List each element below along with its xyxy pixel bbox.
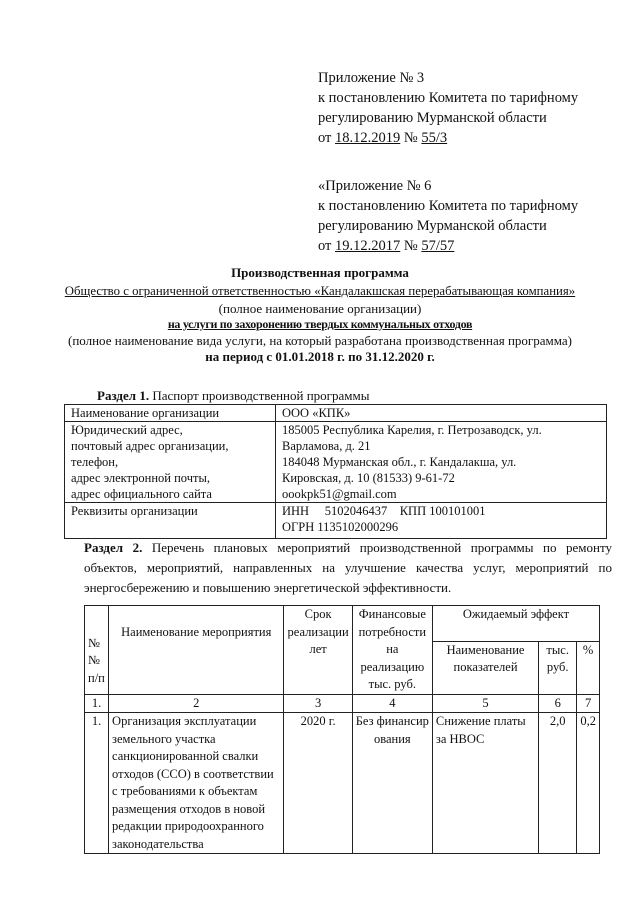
appendix-6-header (318, 176, 578, 256)
appendix-6-date: 19.12.2017 (335, 238, 401, 254)
header-thousand: тыс. руб. (539, 641, 577, 694)
header-num: №№ п/п (85, 606, 109, 695)
header-effect: Ожидаемый эффект (432, 606, 599, 642)
passport-label-cell: Реквизиты организации (65, 503, 276, 539)
service-name: на услуги по захоронению твердых коммунальных отходов (167, 317, 473, 331)
header-percent: % (577, 641, 600, 694)
appendix-3-line: к постановлению Комитета по тарифному (318, 90, 579, 106)
table-row (65, 422, 607, 503)
header-name: Наименование мероприятия (109, 606, 284, 695)
column-number-row (85, 694, 600, 713)
organization-caption: (полное наименование организации) (218, 301, 422, 316)
appendix-6-line: к постановлению Комитета по тарифному (318, 198, 579, 214)
row-percent: 0,2 (577, 713, 600, 854)
appendix-3-title: Приложение № 3 (318, 70, 425, 86)
passport-value-cell: ООО «КПК» (276, 405, 607, 422)
appendix-3-line: регулированию Мурманской области (318, 110, 547, 126)
appendix-6-number: 57/57 (421, 238, 455, 254)
table-row (85, 713, 600, 854)
row-finance: Без финансирования (352, 713, 432, 854)
col-number: 1. (85, 694, 109, 713)
appendix-6-title: «Приложение № 6 (318, 178, 432, 194)
plan-table (84, 605, 600, 854)
col-number: 3 (284, 694, 352, 713)
col-number: 6 (539, 694, 577, 713)
passport-label-cell: Наименование организации (65, 405, 276, 422)
appendix-3-header (318, 68, 578, 148)
passport-value-cell: ИНН 5102046437 КПП 100101001 ОГРН 1135102000296 (276, 503, 607, 539)
header-indicator: Наименование показателей (432, 641, 538, 694)
passport-value-cell: 185005 Республика Карелия, г. Петрозаводск, ул. Варламова, д. 21 184048 Мурманская обл., г. Кандалакша, ул. Кировская, д. 10 (81533) 9-61-72 oookpk51@gmail.com (276, 422, 607, 503)
header-term: Срок реализации лет (284, 606, 352, 695)
email-value: oookpk51@gmail.com (282, 487, 397, 501)
program-title: Производственная программа (231, 265, 409, 280)
section-1-heading: Раздел 1. Паспорт производственной программы (97, 388, 370, 403)
passport-table (64, 404, 607, 539)
service-caption: (полное наименование вида услуги, на который разработана производственная программа) (68, 333, 572, 348)
organization-name: Общество с ограниченной ответственностью «Кандалакшская перерабатывающая компания» (64, 284, 576, 298)
header-finance: Финансовые потребности на реализацию тыс. руб. (352, 606, 432, 695)
appendix-6-line: регулированию Мурманской области (318, 218, 547, 234)
col-number: 4 (352, 694, 432, 713)
table-row (65, 405, 607, 422)
row-indicator: Снижение платы за НВОС (432, 713, 538, 854)
program-period: на период с 01.01.2018 г. по 31.12.2020 г. (205, 349, 435, 364)
table-row (65, 503, 607, 539)
appendix-6-date-line: от 19.12.2017 № 57/57 (318, 238, 455, 254)
appendix-3-date-line: от 18.12.2019 № 55/3 (318, 130, 448, 146)
col-number: 2 (109, 694, 284, 713)
appendix-3-date: 18.12.2019 (335, 130, 401, 146)
row-name: Организация эксплуатации земельного участка санкционированной свалки отходов (ССО) в соответствии с требованиями к объектам размещения отходов в новой редакции природоохранного законодательства (109, 713, 284, 854)
row-thousand: 2,0 (539, 713, 577, 854)
passport-label-cell: Юридический адрес, почтовый адрес организации, телефон, адрес электронной почты, адрес официального сайта (65, 422, 276, 503)
table-header-row (85, 606, 600, 642)
col-number: 5 (432, 694, 538, 713)
section-2-paragraph: Раздел 2. Перечень плановых мероприятий производственной программы по ремонту объектов, мероприятий, направленных на улучшение качества услуг, мероприятий по энергосбережению и повышению энергетической эффективности. (84, 540, 612, 595)
row-num: 1. (85, 713, 109, 854)
appendix-3-number: 55/3 (421, 130, 448, 146)
col-number: 7 (577, 694, 600, 713)
row-term: 2020 г. (284, 713, 352, 854)
